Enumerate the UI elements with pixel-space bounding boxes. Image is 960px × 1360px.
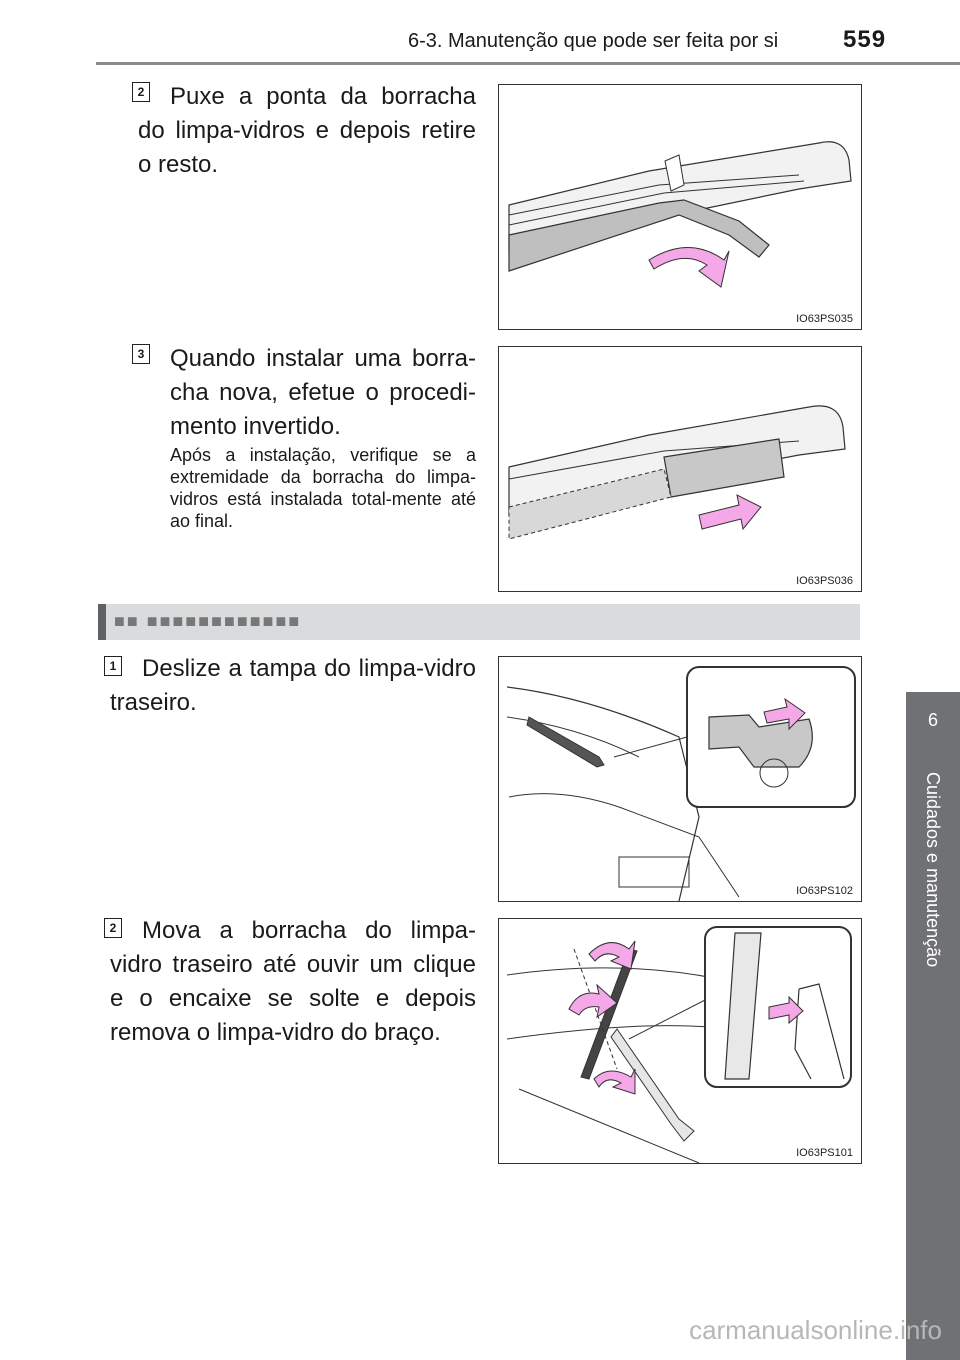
figure-rear-wiper-remove	[498, 918, 862, 1164]
chapter-tab-number: 6	[906, 692, 960, 748]
step-badge: 2	[104, 918, 122, 938]
step-badge: 1	[104, 656, 122, 676]
step-text: Quando instalar uma borra-cha nova, efetue o procedi-mento invertido.	[170, 345, 476, 440]
figure-code: IO63PS102	[796, 885, 853, 897]
chapter-label	[905, 772, 960, 973]
step-badge: 3	[132, 344, 150, 364]
step-text: Puxe a ponta da borracha do limpa-vidros e depois retire o resto.	[138, 83, 476, 178]
section-bar	[98, 604, 860, 640]
figure-code: IO63PS101	[796, 1147, 853, 1159]
figure-wiper-rubber-install	[498, 346, 862, 592]
header-rule	[96, 62, 960, 65]
step-text: Mova a borracha do limpa-vidro traseiro até ouvir um clique e o encaixe se solte e depois remova o limpa-vidro do braço.	[110, 917, 476, 1046]
figure-wiper-rubber-pull	[498, 84, 862, 330]
section-bar-edge	[98, 604, 106, 640]
figure-code: IO63PS035	[796, 313, 853, 325]
step-badge: 2	[132, 82, 150, 102]
figure-code: IO63PS036	[796, 575, 853, 587]
header-section-title: 6-3. Manutenção que pode ser feita por si	[408, 30, 779, 52]
step-note: Após a instalação, verifique se a extremidade da borracha do limpa-vidros está instalada total-mente até ao final.	[170, 445, 476, 531]
watermark: carmanualsonline.info	[689, 1315, 942, 1345]
step-text: Deslize a tampa do limpa-vidro traseiro.	[110, 655, 476, 716]
page-number: 559	[843, 26, 887, 53]
section-title: ■■ ■■■■■■■■■■■■	[114, 611, 302, 631]
figure-rear-wiper-cover	[498, 656, 862, 902]
chapter-label-text: Cuidados e manutenção	[923, 772, 943, 968]
